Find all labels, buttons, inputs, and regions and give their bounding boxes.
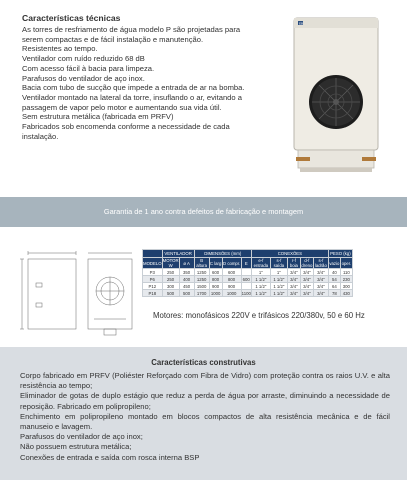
- table-cell: 1250: [194, 276, 209, 283]
- construction-section: [0, 347, 407, 480]
- table-cell: 3/4": [313, 290, 328, 297]
- table-cell: 600: [222, 269, 241, 276]
- table-cell: P18: [143, 290, 163, 297]
- construction-paragraph: Conexões de entrada e saída com rosca interna BSP: [20, 452, 200, 462]
- spec-line: passagem de vapor pelo motor e aumentando sua vida útil.: [22, 102, 222, 112]
- table-cell: 500: [162, 290, 179, 297]
- table-cell: 3/4": [313, 283, 328, 290]
- table-header-cell: s-f ladrão: [314, 258, 327, 268]
- spec-line: Ventilador montado na lateral da torre, insuflando o ar, evitando a: [22, 92, 242, 102]
- construction-paragraph: Parafusos do ventilador de aço inox;: [20, 432, 143, 442]
- spec-line: Com acesso fácil à bacia para limpeza.: [22, 63, 155, 73]
- table-header-cell: e-f entrada: [251, 258, 270, 269]
- table-cell: 1 1/2": [251, 276, 270, 283]
- table-header-cell: ø A: [179, 258, 194, 269]
- table-header-cell: vazio: [328, 258, 340, 269]
- table-cell: 500: [179, 290, 194, 297]
- table-cell: 3/4": [300, 269, 313, 276]
- construction-paragraph: Não possuem estrutura metálica;: [20, 442, 132, 452]
- table-cell: 3/4": [300, 283, 313, 290]
- table-header-cell: s-f saída: [270, 258, 287, 269]
- spec-line: Bacia com tubo de sucção que impede a entrada de ar na bomba.: [22, 83, 245, 93]
- table-cell: 40: [328, 269, 340, 276]
- table-cell: 600: [242, 276, 250, 282]
- spec-line: Fabricados sob encomenda conforme a necessidade de cada: [22, 122, 230, 132]
- table-cell: 900: [209, 283, 222, 290]
- table-cell: 54: [328, 276, 340, 283]
- table-header-cell: CONEXÕES: [251, 250, 328, 258]
- construction-paragraph: Eliminador de gotas de duplo estágio que reduz a perda de água por arraste, diminuindo a necessidade de reposição. Fabricado em polipropileno;: [20, 391, 390, 411]
- guarantee-band: [0, 197, 407, 227]
- construction-paragraph: Corpo fabricado em PRFV (Poliéster Reforçado com Fibra de Vidro) com proteção contra os raios U.V. e alta resistência ao tempo;: [20, 371, 390, 391]
- table-cell: P6: [143, 276, 163, 283]
- table-cell: 350: [179, 269, 194, 276]
- table-header-cell: VENTILADOR: [162, 250, 194, 258]
- table-header-cell: MOTOR W: [162, 258, 179, 268]
- table-cell: 1 1/2": [270, 283, 287, 290]
- table-row: [143, 290, 353, 297]
- table-header-cell: oper.: [340, 258, 352, 269]
- spec-line: Resistentes ao tempo.: [22, 44, 98, 54]
- table-header-cell: C larg: [209, 258, 222, 269]
- table-cell: 1000: [210, 290, 221, 296]
- construction-title: Características construtivas: [151, 358, 256, 367]
- table-cell: 1700: [194, 290, 209, 297]
- spec-line: As torres de resfriamento de água modelo P são projetadas para: [22, 25, 241, 34]
- specs-list: [22, 25, 282, 141]
- table-cell: 230: [340, 276, 352, 283]
- table-header-cell: B altura: [194, 258, 209, 269]
- table-cell: 300: [340, 283, 352, 290]
- table-cell: [241, 269, 251, 276]
- table-cell: 1100: [241, 290, 251, 296]
- specs-section: [0, 0, 407, 197]
- table-cell: 110: [340, 269, 352, 276]
- table-cell: 1500: [194, 283, 209, 290]
- cooling-tower-photo: [290, 14, 382, 179]
- table-cell: 430: [340, 290, 352, 297]
- tower-drawing: [16, 241, 138, 341]
- dimensions-section: [0, 227, 407, 347]
- table-cell: 1 1/2": [251, 290, 270, 297]
- table-cell: 1 1/2": [270, 276, 287, 283]
- table-header-cell: PESO (kg): [330, 251, 351, 256]
- table-cell: 3/4": [287, 283, 300, 290]
- table-cell: 3/4": [300, 276, 313, 283]
- brand-logo-text: EB: [299, 21, 304, 26]
- construction-paragraph: Enchimento em polipropileno montado em blocos compactos de alta resistência mecânica e de fácil manuseio e lavagem.: [20, 411, 390, 432]
- table-cell: 450: [179, 283, 194, 290]
- table-cell: 3/4": [313, 276, 328, 283]
- table-cell: 78: [328, 290, 340, 297]
- table-cell: 64: [328, 283, 340, 290]
- table-cell: 300: [162, 283, 179, 290]
- table-cell: 800: [209, 276, 222, 283]
- table-cell: 1 1/2": [251, 283, 270, 290]
- construction-body: [20, 371, 390, 463]
- guarantee-text: Garantia de 1 ano contra defeitos de fabricação e montagem: [103, 207, 304, 216]
- table-cell: 1 1/2": [270, 290, 287, 297]
- table-cell: 1": [270, 269, 287, 276]
- table-header-cell: [143, 250, 163, 258]
- specs-title: Características técnicas: [22, 13, 121, 23]
- table-cell: 1": [251, 269, 270, 276]
- table-header-cell: D compr.: [222, 258, 241, 269]
- spec-line: serem compactas e de fácil instalação e manutenção.: [22, 34, 204, 44]
- table-cell: 3/4": [313, 269, 328, 276]
- table-header-cell: d-f dreno: [301, 258, 313, 268]
- table-cell: 3/4": [300, 290, 313, 297]
- table-cell: 250: [162, 276, 179, 283]
- table-cell: 3/4": [287, 276, 300, 283]
- spec-line: Sem estrutura metálica (fabricada em PRFV): [22, 112, 174, 122]
- table-cell: P3: [143, 269, 163, 276]
- table-header-cell: E: [241, 258, 251, 269]
- spec-line: Ventilador com ruído reduzido 68 dB: [22, 54, 145, 64]
- table-cell: 1250: [194, 269, 209, 276]
- motors-text: Motores: monofásicos 220V e trifásicos 220/380v, 50 e 60 Hz: [153, 311, 365, 320]
- table-header-cell: r-f boia: [287, 258, 300, 269]
- table-header-cell: MODELO: [143, 258, 163, 269]
- table-cell: 900: [222, 283, 241, 290]
- table-cell: 400: [179, 276, 194, 283]
- table-cell: 600: [209, 269, 222, 276]
- spec-line: Parafusos do ventilador de aço inox.: [22, 73, 145, 83]
- models-table: [142, 249, 353, 297]
- table-cell: P12: [143, 283, 163, 290]
- table-cell: [241, 283, 251, 290]
- table-cell: 1000: [222, 290, 241, 297]
- table-row: [143, 269, 353, 276]
- table-cell: 3/4": [287, 269, 300, 276]
- table-cell: 250: [162, 269, 179, 276]
- table-row: [143, 283, 353, 290]
- table-cell: 800: [222, 276, 241, 283]
- table-row: [143, 276, 353, 283]
- spec-line: instalação.: [22, 131, 59, 141]
- table-header-cell: DIMENSÕES (mm): [194, 250, 251, 258]
- table-cell: 3/4": [287, 290, 300, 297]
